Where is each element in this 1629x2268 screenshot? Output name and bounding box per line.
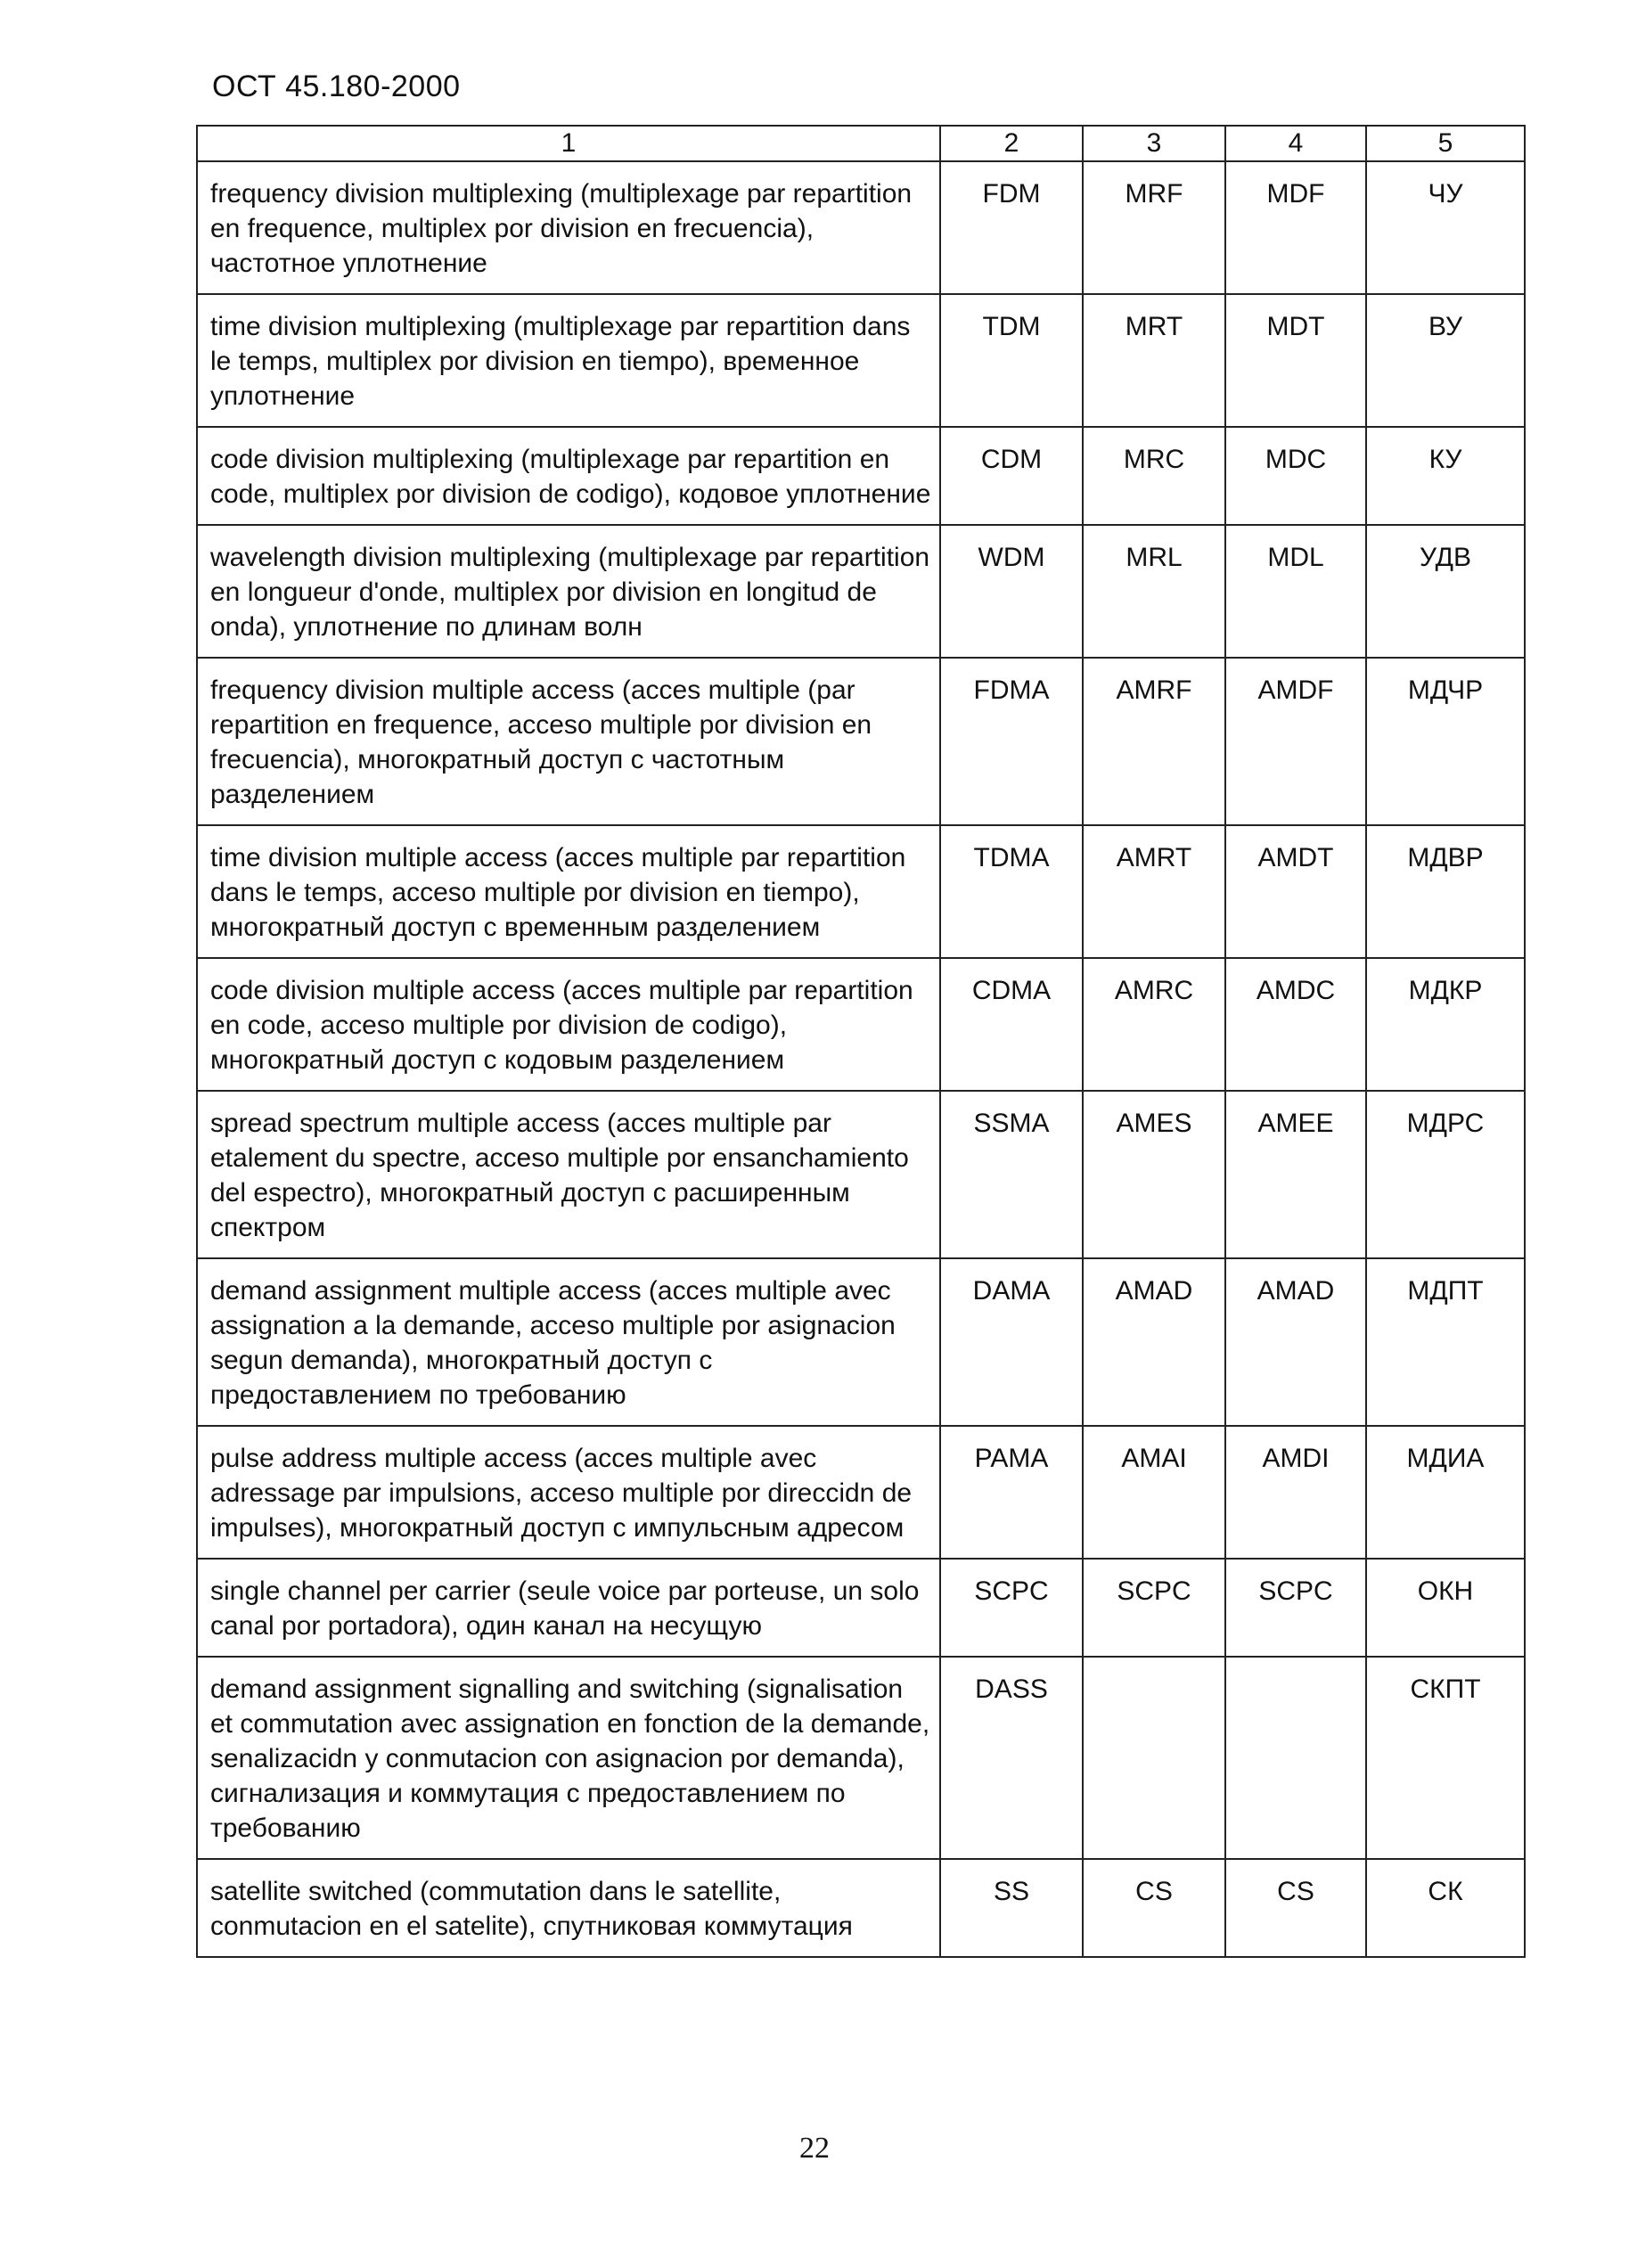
abbr-english: TDM [940,294,1083,427]
abbr-english: SCPC [940,1559,1083,1657]
abbr-russian: ОКН [1366,1559,1525,1657]
term-cell: spread spectrum multiple access (acces multiple par etalement du spectre, acceso multiple por ensanchamiento del espectro), многократный доступ с расширенным спектром [197,1091,940,1258]
abbr-french: AMAI [1083,1426,1225,1559]
table-row [197,1657,1525,1859]
abbr-spanish: AMDF [1225,658,1366,825]
abbr-russian: УДВ [1366,525,1525,658]
abbr-english: DASS [940,1657,1083,1859]
abbr-english: DAMA [940,1258,1083,1426]
abbr-spanish: AMDC [1225,958,1366,1091]
table-row [197,427,1525,525]
abbr-russian: МДИА [1366,1426,1525,1559]
abbr-english: WDM [940,525,1083,658]
abbr-russian: КУ [1366,427,1525,525]
abbr-french: AMAD [1083,1258,1225,1426]
table-row [197,658,1525,825]
table-row [197,1091,1525,1258]
terms-table-container [196,125,1524,1958]
abbr-russian: МДПТ [1366,1258,1525,1426]
abbr-french: MRF [1083,161,1225,294]
table-row [197,294,1525,427]
abbr-russian: МДРС [1366,1091,1525,1258]
term-cell: pulse address multiple access (acces multiple avec adressage par impulsions, acceso multiple por direccidn de impulses), многократный доступ с импульсным адресом [197,1426,940,1559]
abbr-russian: СКПТ [1366,1657,1525,1859]
abbr-french: AMRF [1083,658,1225,825]
abbr-spanish: AMEE [1225,1091,1366,1258]
document-code: ОСТ 45.180-2000 [212,70,461,103]
table-header-row [197,126,1525,161]
term-cell: time division multiple access (acces multiple par repartition dans le temps, acceso multiple por division en tiempo), многократный доступ с временным разделением [197,825,940,958]
abbr-russian: СК [1366,1859,1525,1957]
page-number: 22 [799,2132,830,2165]
term-cell: demand assignment multiple access (acces multiple avec assignation a la demande, acceso multiple por asignacion segun demanda), многократный доступ с предоставлением по требованию [197,1258,940,1426]
table-row [197,525,1525,658]
column-header-1: 1 [197,126,940,161]
abbr-spanish: AMAD [1225,1258,1366,1426]
abbr-russian: МДВР [1366,825,1525,958]
column-header-2: 2 [940,126,1083,161]
column-header-5: 5 [1366,126,1525,161]
term-cell: satellite switched (commutation dans le satellite, conmutacion en el satelite), спутниковая коммутация [197,1859,940,1957]
abbr-spanish [1225,1657,1366,1859]
abbr-spanish: AMDI [1225,1426,1366,1559]
abbr-spanish: MDT [1225,294,1366,427]
abbr-spanish: MDL [1225,525,1366,658]
term-cell: demand assignment signalling and switching (signalisation et commutation avec assignation en fonction de la demande, senalizacidn y conmutacion con asignacion por demanda), сигнализация и коммутация с предоставлением по требованию [197,1657,940,1859]
abbr-spanish: CS [1225,1859,1366,1957]
abbr-spanish: MDF [1225,161,1366,294]
abbr-french: MRT [1083,294,1225,427]
term-cell: wavelength division multiplexing (multiplexage par repartition en longueur d'onde, multiplex por division en longitud de onda), уплотнение по длинам волн [197,525,940,658]
abbr-english: FDMA [940,658,1083,825]
abbr-english: FDM [940,161,1083,294]
table-row [197,1559,1525,1657]
abbr-russian: ЧУ [1366,161,1525,294]
term-cell: code division multiplexing (multiplexage par repartition en code, multiplex por division de codigo), кодовое уплотнение [197,427,940,525]
table-row [197,161,1525,294]
abbr-russian: МДЧР [1366,658,1525,825]
table-row [197,1426,1525,1559]
abbr-spanish: SCPC [1225,1559,1366,1657]
abbr-english: CDM [940,427,1083,525]
term-cell: single channel per carrier (seule voice par porteuse, un solo canal por portadora), один канал на несущую [197,1559,940,1657]
term-cell: frequency division multiplexing (multiplexage par repartition en frequence, multiplex por division en frecuencia), частотное уплотнение [197,161,940,294]
table-row [197,958,1525,1091]
abbr-french: MRC [1083,427,1225,525]
table-row [197,1859,1525,1957]
abbr-french: AMRT [1083,825,1225,958]
abbr-english: SSMA [940,1091,1083,1258]
term-cell: code division multiple access (acces multiple par repartition en code, acceso multiple por division de codigo), многократный доступ с кодовым разделением [197,958,940,1091]
abbr-spanish: AMDT [1225,825,1366,958]
abbr-french: MRL [1083,525,1225,658]
table-row [197,825,1525,958]
abbr-french: SCPC [1083,1559,1225,1657]
abbr-french: CS [1083,1859,1225,1957]
terms-table [196,125,1526,1958]
abbr-english: CDMA [940,958,1083,1091]
table-row [197,1258,1525,1426]
column-header-3: 3 [1083,126,1225,161]
abbr-english: PAMA [940,1426,1083,1559]
abbr-english: TDMA [940,825,1083,958]
abbr-french: AMES [1083,1091,1225,1258]
column-header-4: 4 [1225,126,1366,161]
abbr-french [1083,1657,1225,1859]
term-cell: time division multiplexing (multiplexage par repartition dans le temps, multiplex por division en tiempo), временное уплотнение [197,294,940,427]
abbr-russian: МДКР [1366,958,1525,1091]
abbr-french: AMRC [1083,958,1225,1091]
abbr-english: SS [940,1859,1083,1957]
abbr-spanish: MDC [1225,427,1366,525]
term-cell: frequency division multiple access (acces multiple (par repartition en frequence, acceso multiple por division en frecuencia), многократный доступ с частотным разделением [197,658,940,825]
abbr-russian: ВУ [1366,294,1525,427]
